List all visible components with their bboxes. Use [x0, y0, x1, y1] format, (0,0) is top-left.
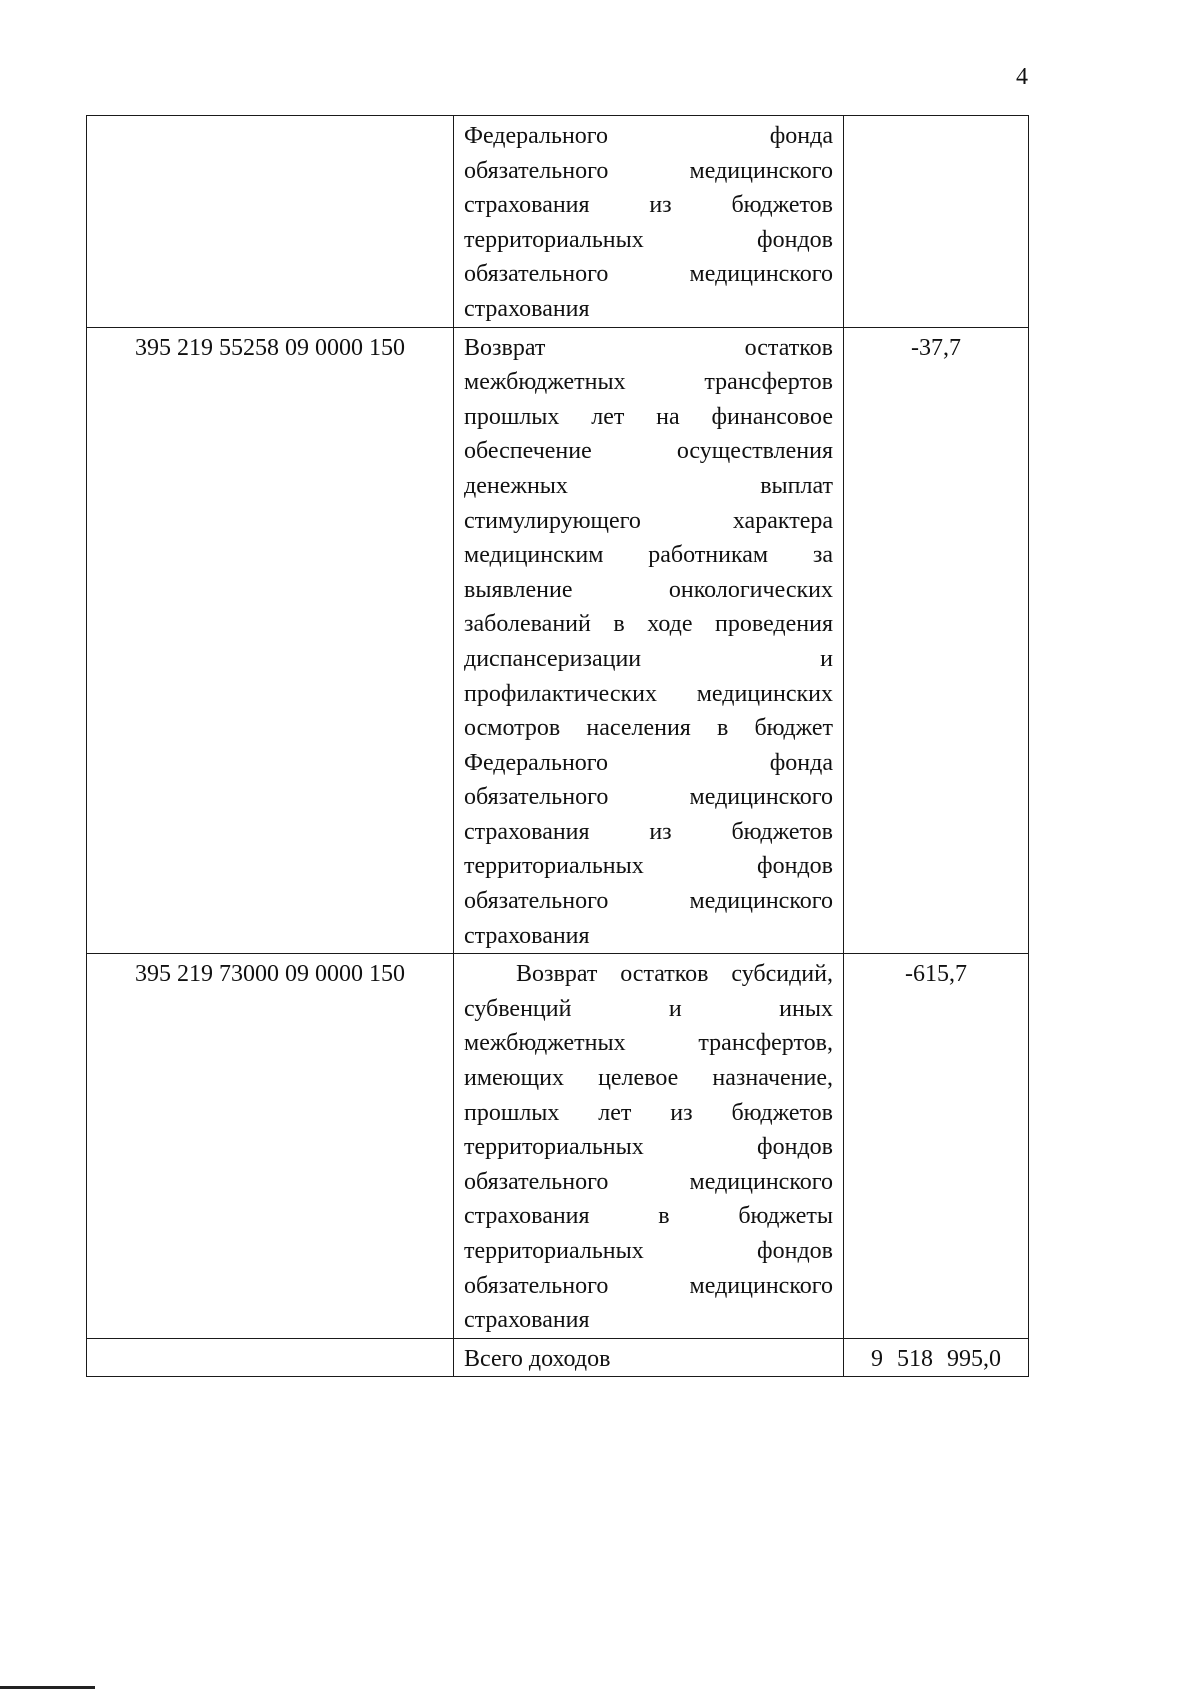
description-line: диспансеризации и	[464, 645, 833, 672]
description-line: имеющих целевое назначение,	[464, 1065, 833, 1092]
description-cell	[454, 954, 844, 1339]
amount-cell: -615,7	[844, 954, 1029, 1339]
budget-code-cell	[87, 116, 454, 328]
description-line: страхования из бюджетов	[464, 192, 833, 219]
description-line: межбюджетных трансфертов	[464, 369, 833, 396]
description-line: медицинским работникам за	[464, 542, 833, 569]
description-line: страхования из бюджетов	[464, 818, 833, 845]
description-line: осмотров населения в бюджет	[464, 715, 833, 742]
description-cell	[454, 327, 844, 954]
description-line: субвенций и иных	[464, 995, 833, 1022]
budget-code-cell: 395 219 55258 09 0000 150	[87, 327, 454, 954]
budget-income-table	[86, 115, 1029, 1377]
description-line: выявление онкологических	[464, 576, 833, 603]
description-line: обязательного медицинского	[464, 1168, 833, 1195]
description-line: страхования	[464, 1307, 590, 1334]
total-row	[87, 1338, 1029, 1377]
description-line: территориальных фондов	[464, 1238, 833, 1264]
amount-cell: -37,7	[844, 327, 1029, 954]
description-line: Возврат остатков	[464, 334, 833, 361]
description-line: обязательного медицинского	[464, 888, 833, 915]
description-line: обеспечение осуществления	[464, 438, 833, 465]
scan-edge-mark	[0, 1686, 95, 1689]
description-line: Возврат остатков субсидий,	[516, 961, 833, 988]
description-line: страхования	[464, 922, 590, 949]
description-cell	[454, 116, 844, 328]
description-line: стимулирующего характера	[464, 507, 833, 534]
description-line: профилактических медицинских	[464, 680, 833, 707]
description-line: прошлых лет на финансовое	[464, 403, 833, 430]
description-line: страхования в бюджеты	[464, 1203, 833, 1230]
description-line: прошлых лет из бюджетов	[464, 1099, 833, 1126]
description-line: обязательного медицинского	[464, 784, 833, 811]
table-row	[87, 116, 1029, 328]
table-row	[87, 954, 1029, 1339]
page-number: 4	[1016, 64, 1028, 90]
description-line: территориальных фондов	[464, 1134, 833, 1161]
amount-cell	[844, 116, 1029, 328]
budget-code-cell: 395 219 73000 09 0000 150	[87, 954, 454, 1339]
description-line: межбюджетных трансфертов,	[464, 1030, 833, 1057]
total-amount: 9 518 995,0	[844, 1338, 1029, 1377]
description-line: заболеваний в ходе проведения	[464, 611, 833, 638]
description-line: Федерального фонда	[464, 749, 833, 776]
description-line: территориальных фондов	[464, 226, 833, 253]
description-line: Федерального фонда	[464, 123, 833, 149]
description-line: обязательного медицинского	[464, 261, 833, 288]
description-line: обязательного медицинского	[464, 157, 833, 184]
description-line: обязательного медицинского	[464, 1272, 833, 1299]
description-line: денежных выплат	[464, 472, 833, 499]
table-row	[87, 327, 1029, 954]
description-line: страхования	[464, 295, 590, 322]
total-code-cell	[87, 1338, 454, 1377]
description-line: территориальных фондов	[464, 853, 833, 880]
total-label: Всего доходов	[454, 1338, 844, 1377]
